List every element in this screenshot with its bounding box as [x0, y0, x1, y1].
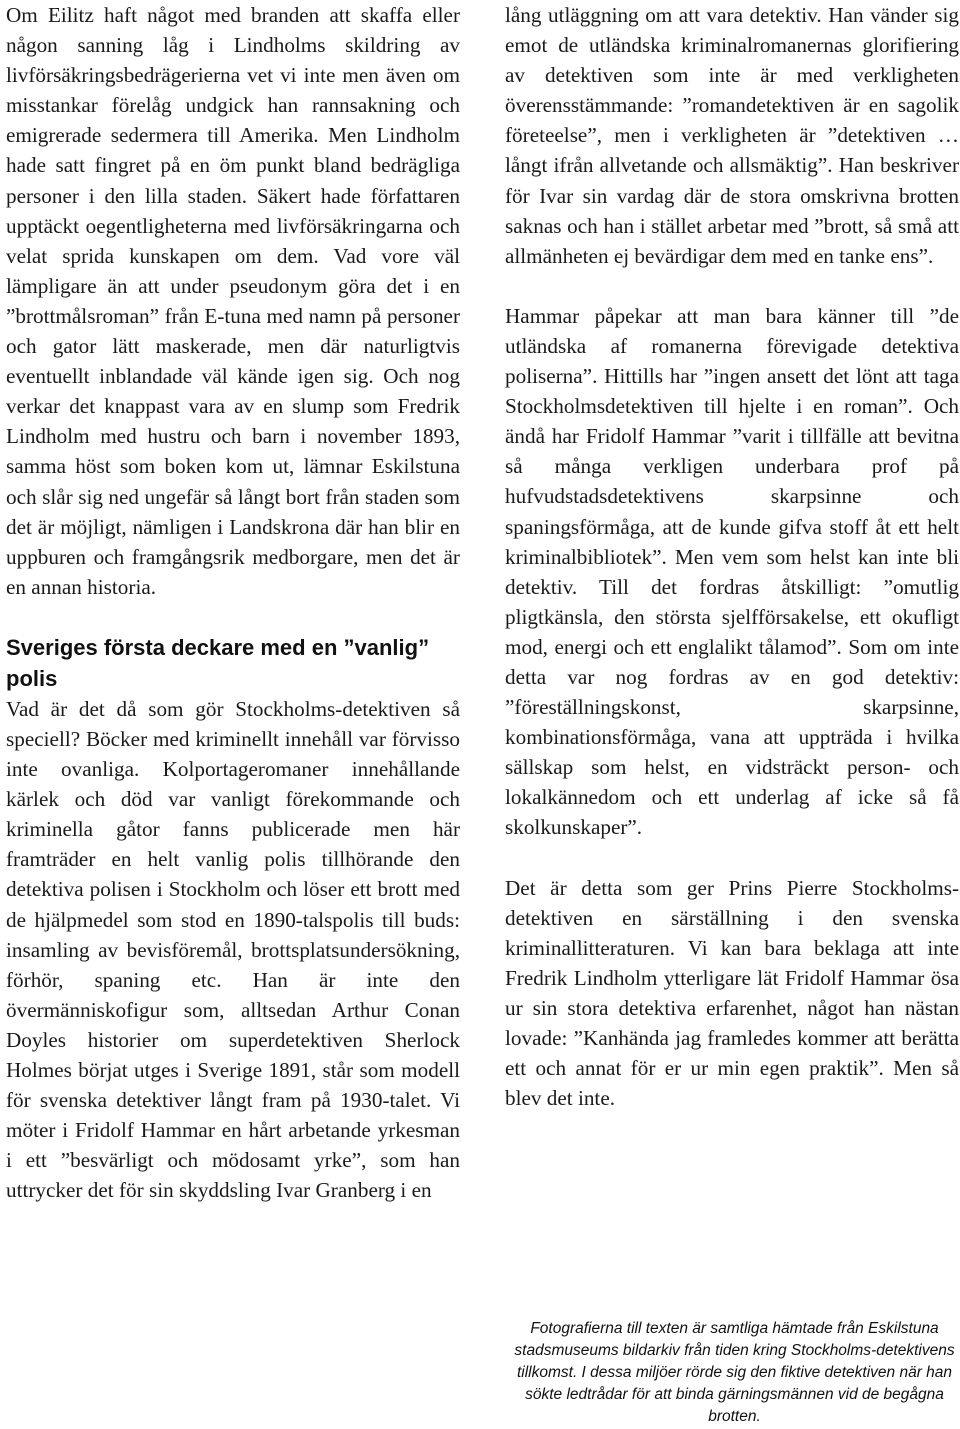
section-heading: Sveriges första deckare med en ”vanlig” polis: [6, 634, 430, 691]
body-paragraph: Hammar påpekar att man bara känner till ”de utländska af romanerna förevigade detektiva poliserna”. Hittills har ”ingen ansett det lönt att taga Stockholmsdetektiven till hjelte i en roman”. Och ändå har Fridolf Hammar ”varit i tillfälle att bevitna så många verkligen underbara prof på hufvudstadsdetektivens skarpsinne och spaningsförmåga, att de kunde gifva stoff åt ett helt kriminalbibliotek”. Men vem som helst kan inte bli detektiv. Till det fordras åtskilligt: ”omutlig pligtkänsla, den största sjelfförsakelse, ett okufligt mod, energi och ett englalikt tålamod”. Som om inte detta var nog fordras av en god detektiv: ”föreställningskonst, skarpsinne, kombinationsförmåga, vana att uppträda i hvilka sällskap som helst, en vidsträckt person- och lokalkännedom och ett underlag af icke så få skolkunskaper”.: [505, 303, 959, 840]
left-column: [6, 0, 460, 1205]
photo-caption: Fotografierna till texten är samtliga hämtade från Eskilstuna stadsmuseums bildarkiv från tiden kring Stockholms-detektivens tillkomst. I dessa miljöer rörde sig den fiktive detektiven när han sökte ledtrådar för att binda gärningsmännen vid de begågna brotten.: [514, 1320, 955, 1425]
right-column: [505, 0, 959, 1143]
body-paragraph: Vad är det då som gör Stockholms-detektiven så speciell? Böcker med kriminellt innehåll var förvisso inte ovanliga. Kolportageromaner innehållande kärlek och död var vanligt förekommande och kriminella gåtor fanns publicerade men här framträder en helt vanlig polis tillhörande den detektiva polisen i Stockholm och löser ett brott med de hjälpmedel som stod en 1890-talspolis till buds: insamling av bevisföremål, brottsplatsundersökning, förhör, spaning etc. Han är inte den övermänniskofigur som, alltsedan Arthur Conan Doyles historier om superdetektiven Sherlock Holmes börjat utges i Sverige 1891, står som modell för svenska detektiver långt fram på 1930-talet. Vi möter i Fridolf Hammar en hårt arbetande yrkesman i ett ”besvärligt och mödosamt yrke”, som han uttrycker det för sin skyddsling Ivar Granberg i en: [6, 696, 460, 1203]
body-paragraph: Om Eilitz haft något med branden att skaffa eller någon sanning låg i Lindholms skildring av livförsäkringsbedrägerierna vet vi inte men även om misstankar förelåg undgick han rannsakning och emigrerade sedermera till Amerika. Men Lindholm hade satt fingret på en öm punkt bland bedrägliga personer i den lilla staden. Säkert hade författaren upptäckt oegentligheterna med livförsäkringarna och velat sprida kunskapen om dem. Vad vore väl lämpligare än att under pseudonym göra det i en ”brottmålsroman” från E-tuna med namn på personer och gator lätt maskerade, men där naturligtvis eventuellt inblandade väl kände igen sig. Och nog verkar det knappast vara av en slump som Fredrik Lindholm med hustru och barn i november 1893, samma höst som boken kom ut, lämnar Eskilstuna och slår sig ned ungefär så långt bort från staden som det är möjligt, nämligen i Landskrona där han blir en uppburen och framgångsrik medborgare, men det är en annan historia.: [6, 3, 460, 599]
body-paragraph: lång utläggning om att vara detektiv. Han vänder sig emot de utländska kriminalromanernas glorifiering av detektiven som inte är med verkligheten överensstämmande: ”romandetektiven är en sagolik företeelse”, men i verkligheten är ”detektiven … långt ifrån allvetande och allsmäktig”. Han beskriver för Ivar sin vardag där de stora omskrivna brotten saknas och han i stället arbetar med ”brott, så små att allmänheten ej bevärdigar dem med en tanke ens”.: [505, 3, 959, 268]
body-paragraph: Det är detta som ger Prins Pierre Stockholms-detektiven en särställning i den svenska kriminallitteraturen. Vi kan bara beklaga att inte Fredrik Lindholm ytterligare lät Fridolf Hammar ösa ur sin stora detektiva erfarenhet, något han nästan lovade: ”Kanhända jag framledes kommer att berätta ett och annat för er ur min egen praktik”. Men så blev det inte.: [505, 875, 959, 1111]
